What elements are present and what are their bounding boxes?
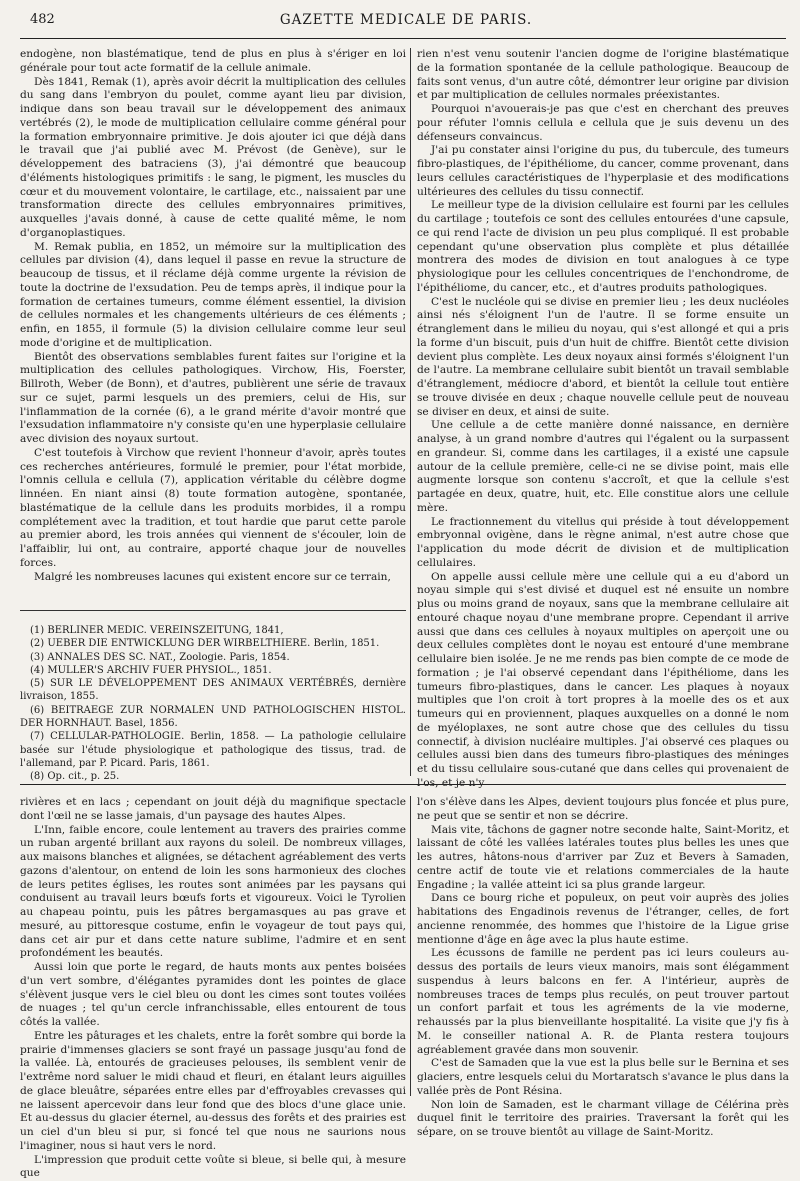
paragraph: Non loin de Samaden, est le charmant village de Célérina près duquel finit le territoire des prairies. Traversant la forêt qui les sépare, on se trouve bientôt au village de Saint-Moritz. [417, 1099, 789, 1140]
footnote: (5) SUR LE DÉVELOPPEMENT DES ANIMAUX VERTÉBRÉS, dernière livraison, 1855. [20, 677, 406, 704]
paragraph: Dès 1841, Remak (1), après avoir décrit la multiplication des cellules du sang dans l'embryon du poulet, comme ayant lieu par division, indique dans son beau travail sur le développement des animaux vertébrés (2), le mode de multiplication cellulaire comme général pour la formation embryonnaire primitive. Je dois ajouter ici que déjà dans le travail que j'ai publié avec M. Prévost (de Genève), sur le développement des batraciens (3), j'ai démontré que beaucoup d'éléments histologiques primitifs : le sang, le pigment, les muscles du cœur et du mouvement volontaire, le cartilage, etc., naissaient par une transformation directe des cellules embryonnaires primitives, auxquelles j'avais donné, à cause de cette qualité même, le nom d'organoplastiques. [20, 76, 406, 241]
paragraph: Mais vite, tâchons de gagner notre seconde halte, Saint-Moritz, et laissant de côté les vallées latérales toutes plus belles les unes que les autres, hâtons-nous d'arriver par Zuz et Bevers à Samaden, centre actif de toute vie et relations commerciales de la haute Engadine ; la vallée atteint ici sa plus grande largeur. [417, 824, 789, 893]
footnote: (1) BERLINER MEDIC. VEREINSZEITUNG, 1841, [20, 624, 406, 637]
paragraph: Malgré les nombreuses lacunes qui existent encore sur ce terrain, [20, 571, 406, 585]
paragraph: Dans ce bourg riche et populeux, on peut voir auprès des jolies habitations des Engadinois revenus de l'étranger, celles, de fort ancienne renommée, des hommes que l'histoire de la Ligue grise mentionne d'âge en âge avec la plus haute estime. [417, 892, 789, 947]
paragraph: Le fractionnement du vitellus qui préside à tout développement embryonnal ovigène, dans le règne animal, n'est autre chose que l'application du mode décrit de division et de multiplication cellulaires. [417, 516, 789, 571]
paragraph: l'on s'élève dans les Alpes, devient toujours plus foncée et plus pure, ne peut que se sentir et non se décrire. [417, 796, 789, 824]
column-lower-right [417, 796, 789, 1096]
paragraph: C'est de Samaden que la vue est la plus belle sur le Bernina et ses glaciers, entre lesquels celui du Mortaratsch s'avance le plus dans la vallée près de Pont Résina. [417, 1057, 789, 1098]
paragraph: Une cellule a de cette manière donné naissance, en dernière analyse, à un grand nombre d'autres qui l'égalent ou la surpassent en grandeur. Si, comme dans les cartilages, il a existé une capsule autour de la cellule première, celle-ci ne se divise point, mais elle augmente lorsque son contenu s'accroît, et que la cellule s'est partagée en deux, quatre, huit, etc. Elle constitue alors une cellule mère. [417, 419, 789, 515]
column-divider [410, 48, 411, 776]
paragraph: Entre les pâturages et les chalets, entre la forêt sombre qui borde la prairie d'immenses glaciers se sont frayé un passage jusqu'au fond de la vallée. Là, entourés de gracieuses pelouses, ils semblent venir de l'extrême nord saluer le midi chaud et fleuri, en étalant leurs aiguilles de glace bleuâtre, séparées entre elles par d'effroyables crevasses qui ne laissent apercevoir dans leur fond que des blocs d'une glace unie. Et au-dessus du glacier éternel, au-dessus des forêts et des prairies est un ciel d'un bleu si pur, si foncé tel que nous ne saurions nous l'imaginer, nous si haut vers le nord. [20, 1030, 406, 1154]
paragraph: C'est toutefois à Virchow que revient l'honneur d'avoir, après toutes ces recherches antérieures, formulé le premier, pour l'état morbide, l'omnis cellula e cellula (7), application véritable du célèbre dogme linnéen. En niant ainsi (8) toute formation autogène, spontanée, blastématique de la cellule dans les produits morbides, il a rompu complétement avec la tradition, et tout hardie que parut cette parole au premier abord, les trois années qui viennent de s'écouler, loin de l'affaiblir, lui ont, au contraire, apporté chaque jour de nouvelles forces. [20, 447, 406, 571]
paragraph: rien n'est venu soutenir l'ancien dogme de l'origine blastématique de la formation spontanée de la cellule pathologique. Beaucoup de faits sont venus, d'un autre côté, démontrer leur origine par division et par multiplication de cellules normales préexistantes. [417, 48, 789, 103]
footnote-rule [20, 610, 406, 611]
paragraph: rivières et en lacs ; cependant on jouit déjà du magnifique spectacle dont l'œil ne se lasse jamais, d'un paysage des hautes Alpes. [20, 796, 406, 824]
column-upper-left [20, 48, 406, 596]
column-divider [410, 796, 411, 1096]
paragraph: M. Remak publia, en 1852, un mémoire sur la multiplication des cellules par division (4), dans lequel il passe en revue la structure de beaucoup de tissus, et il réclame déjà comme urgente la révision de toute la doctrine de l'exsudation. Peu de temps après, il indique pour la formation de certaines tumeurs, comme élément essentiel, la division de cellules normales et les changements ultérieurs de ces éléments ; enfin, en 1855, il formule (5) la division cellulaire comme leur seul mode d'origine et de multiplication. [20, 241, 406, 351]
paragraph: On appelle aussi cellule mère une cellule qui a eu d'abord un noyau simple qui s'est divisé et duquel est né ensuite un nombre plus ou moins grand de noyaux, sans que la membrane cellulaire ait entouré chaque noyau d'une membrane propre. Cependant il arrive aussi que dans ces cellules à noyaux multiples on aperçoit une ou deux cellules complètes dont le noyau est entouré d'une membrane cellulaire bien isolée. Je ne me rends pas bien compte de ce mode de formation ; je l'ai observé cependant dans l'épithéliome, dans les tumeurs fibro-plastiques, dans le cancer. Les plaques à noyaux multiples que l'on croit à tort propres à la moelle des os et aux tumeurs qui en proviennent, plaques auxquelles on a donné le nom de myéloplaxes, ne sont autre chose que des cellules du tissu connectif, à division nucléaire multiples. J'ai observé ces plaques ou cellules aussi bien dans des tumeurs fibro-plastiques des méninges et du tissu cellulaire sous-cutané que dans celles qui provenaient de l'os, et je n'y [417, 571, 789, 791]
paragraph: L'Inn, faible encore, coule lentement au travers des prairies comme un ruban argenté brillant aux rayons du soleil. De nombreux villages, aux maisons blanches et alignées, se détachent agréablement des verts gazons d'alentour, on entend de loin les sons harmonieux des cloches de leurs petites églises, les routes sont animées par les paysans qui conduisent au travail leurs bœufs forts et vigoureux. Voici le Tyrolien au chapeau pointu, puis les pâtres bergamasques au pas grave et mesuré, au pittoresque costume, enfin le voyageur de tout pays qui, dans cet air pur et dans cette nature sublime, l'admire et en sent profondément les beautés. [20, 824, 406, 962]
footnotes [20, 624, 406, 770]
journal-title: GAZETTE MEDICALE DE PARIS. [30, 12, 782, 28]
paragraph: Les écussons de famille ne perdent pas ici leurs couleurs au-dessus des portails de leurs vieux manoirs, mais sont élégamment suspendus à leurs balcons en fer. A l'intérieur, auprès de nombreuses traces de temps plus reculés, on peut trouver partout un confort parfait et tous les agréments de la vie moderne, rehaussés par la plus bienveillante hospitalité. La visite que j'y fis à M. le conseiller national A. R. de Planta restera toujours agréablement gravée dans mon souvenir. [417, 947, 789, 1057]
paragraph: Pourquoi n'avouerais-je pas que c'est en cherchant des preuves pour réfuter l'omnis cellula e cellula que je suis devenu un des défenseurs convaincus. [417, 103, 789, 144]
footnote: (6) BEITRAEGE ZUR NORMALEN UND PATHOLOGISCHEN HISTOL. DER HORNHAUT. Basel, 1856. [20, 704, 406, 731]
footnote: (4) MULLER'S ARCHIV FUER PHYSIOL., 1851. [20, 664, 406, 677]
paragraph: C'est le nucléole qui se divise en premier lieu ; les deux nucléoles ainsi nés s'éloignent l'un de l'autre. Il se forme ensuite un étranglement dans le milieu du noyau, qui s'est allongé et qui a pris la forme d'un biscuit, puis d'un huit de chiffre. Bientôt cette division devient plus complète. Les deux noyaux ainsi formés s'éloignent l'un de l'autre. La membrane cellulaire subit bientôt un travail semblable d'étranglement, médiocre d'abord, et bientôt la cellule tout entière se trouve divisée en deux ; chaque nouvelle cellule peut de nouveau se diviser en deux, et ainsi de suite. [417, 296, 789, 420]
column-lower-left [20, 796, 406, 1096]
paragraph: endogène, non blastématique, tend de plus en plus à s'ériger en loi générale pour tout acte formatif de la cellule animale. [20, 48, 406, 76]
page-number: 482 [30, 12, 55, 27]
page-header [30, 12, 782, 34]
paragraph: J'ai pu constater ainsi l'origine du pus, du tubercule, des tumeurs fibro-plastiques, de l'épithéliome, du cancer, comme provenant, dans leurs cellules caractéristiques de l'hyperplasie et des modifications ultérieures des cellules du tissu connectif. [417, 144, 789, 199]
header-rule [20, 38, 786, 39]
column-upper-right [417, 48, 789, 776]
paragraph: L'impression que produit cette voûte si bleue, si belle qui, à mesure que [20, 1154, 406, 1181]
footnote: (7) CELLULAR-PATHOLOGIE. Berlin, 1858. — La pathologie cellulaire basée sur l'étude physiologique et pathologique des tissus, trad. de l'allemand, par P. Picard. Paris, 1861. [20, 730, 406, 770]
paragraph: Aussi loin que porte le regard, de hauts monts aux pentes boisées d'un vert sombre, d'élégantes pyramides dont les pointes de glace s'élèvent jusque vers le ciel bleu ou dont les cimes sont toutes voilées de nuages ; tel qu'un cercle infranchissable, elles entourent de tous côtés la vallée. [20, 961, 406, 1030]
section-rule [20, 784, 786, 785]
footnote: (2) UEBER DIE ENTWICKLUNG DER WIRBELTHIERE. Berlin, 1851. [20, 637, 406, 650]
paragraph: Le meilleur type de la division cellulaire est fourni par les cellules du cartilage ; toutefois ce sont des cellules entourées d'une capsule, ce qui rend l'acte de division un peu plus compliqué. Il est probable cependant qu'une observation plus complète et plus détaillée montrera des modes de division en tout analogues à ce type physiologique pour les cellules concentriques de l'enchondrome, de l'épithéliome, du cancer, etc., et d'autres produits pathologiques. [417, 199, 789, 295]
paragraph: Bientôt des observations semblables furent faites sur l'origine et la multiplication des cellules pathologiques. Virchow, His, Foerster, Billroth, Weber (de Bonn), et d'autres, publièrent une série de travaux sur ce sujet, parmi lesquels un des premiers, celui de His, sur l'inflammation de la cornée (6), a le grand mérite d'avoir montré que l'exsudation inflammatoire n'y consiste qu'en une hyperplasie cellulaire avec division des noyaux surtout. [20, 351, 406, 447]
footnote: (8) Op. cit., p. 25. [20, 770, 406, 783]
footnote: (3) ANNALES DES SC. NAT., Zoologie. Paris, 1854. [20, 651, 406, 664]
